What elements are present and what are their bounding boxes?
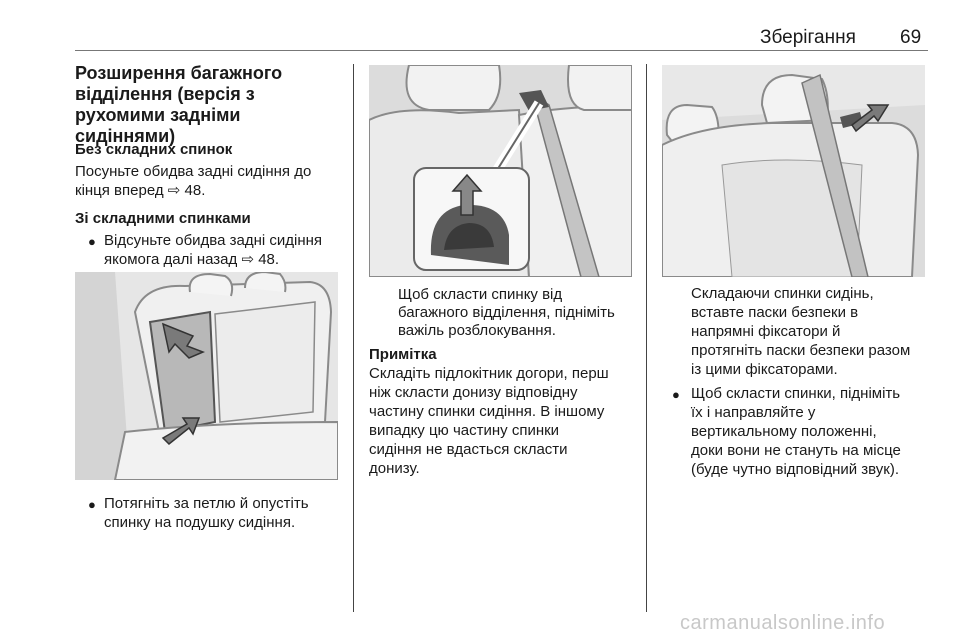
note-line: сидіння не вдасться скласти: [369, 441, 568, 458]
bullet-text: [104, 250, 279, 269]
subheading-no-folding: Без складних спинок: [75, 141, 233, 158]
bullet-text: Потягніть за петлю й опустіть: [104, 495, 309, 512]
page-number: 69: [900, 27, 922, 48]
bullet-icon: ●: [672, 387, 680, 402]
page-ref-link[interactable]: 48.: [184, 182, 206, 199]
note-line: випадку цю частину спинки: [369, 422, 560, 439]
bullet-text: їх і направляйте у: [691, 404, 816, 421]
page-ref-arrow-icon: ⇨: [241, 251, 255, 268]
page-ref-arrow-icon: ⇨: [167, 182, 181, 199]
watermark: carmanualsonline.info: [680, 612, 886, 634]
figure-seatbelt-guide: [662, 65, 925, 277]
note-line: ніж скласти донизу відповідну: [369, 384, 578, 401]
figure-rear-seats-fold: [75, 272, 338, 480]
figure-release-lever: [369, 65, 632, 277]
caption-line: важіль розблокування.: [398, 322, 556, 339]
caption-line: напрямні фіксатори й: [691, 323, 841, 340]
caption-line: багажного відділення, підніміть: [398, 304, 615, 321]
note-line: донизу.: [369, 460, 420, 477]
bullet-text: Щоб скласти спинки, підніміть: [691, 385, 901, 402]
column-separator-right: [646, 64, 647, 612]
subheading-with-folding: Зі складними спинками: [75, 210, 251, 227]
bullet-icon: ●: [88, 234, 96, 249]
paragraph-text: кінця вперед: [75, 182, 164, 199]
caption-line: вставте паски безпеки в: [691, 304, 859, 321]
section-title: Розширення багажного відділення (версія з рухомими задніми сидіннями): [75, 63, 283, 146]
bullet-text: спинку на подушку сидіння.: [104, 514, 296, 531]
bullet-text: Відсуньте обидва задні сидіння: [104, 232, 323, 249]
paragraph-line: Посуньте обидва задні сидіння до: [75, 163, 312, 180]
note-line: Складіть підлокітник догори, перш: [369, 365, 609, 382]
caption-line: протягніть паски безпеки разом: [691, 342, 911, 359]
bullet-icon: ●: [88, 497, 96, 512]
bullet-text: (буде чутно відповідний звук).: [691, 461, 900, 478]
bullet-text: доки вони не стануть на місце: [691, 442, 901, 459]
note-title: Примітка: [369, 346, 437, 363]
page-ref-link[interactable]: 48.: [258, 251, 280, 268]
caption-line: Щоб скласти спинку від: [398, 286, 563, 303]
column-separator-left: [353, 64, 354, 612]
caption-line: Складаючи спинки сидінь,: [691, 285, 874, 302]
header-rule: [75, 50, 928, 51]
bullet-text: вертикальному положенні,: [691, 423, 877, 440]
note-line: частину спинки сидіння. В іншому: [369, 403, 605, 420]
running-header-section: Зберігання: [760, 27, 856, 48]
caption-line: із цими фіксаторами.: [691, 361, 838, 378]
paragraph-line: [75, 181, 205, 200]
paragraph-text: якомога далі назад: [104, 251, 238, 268]
